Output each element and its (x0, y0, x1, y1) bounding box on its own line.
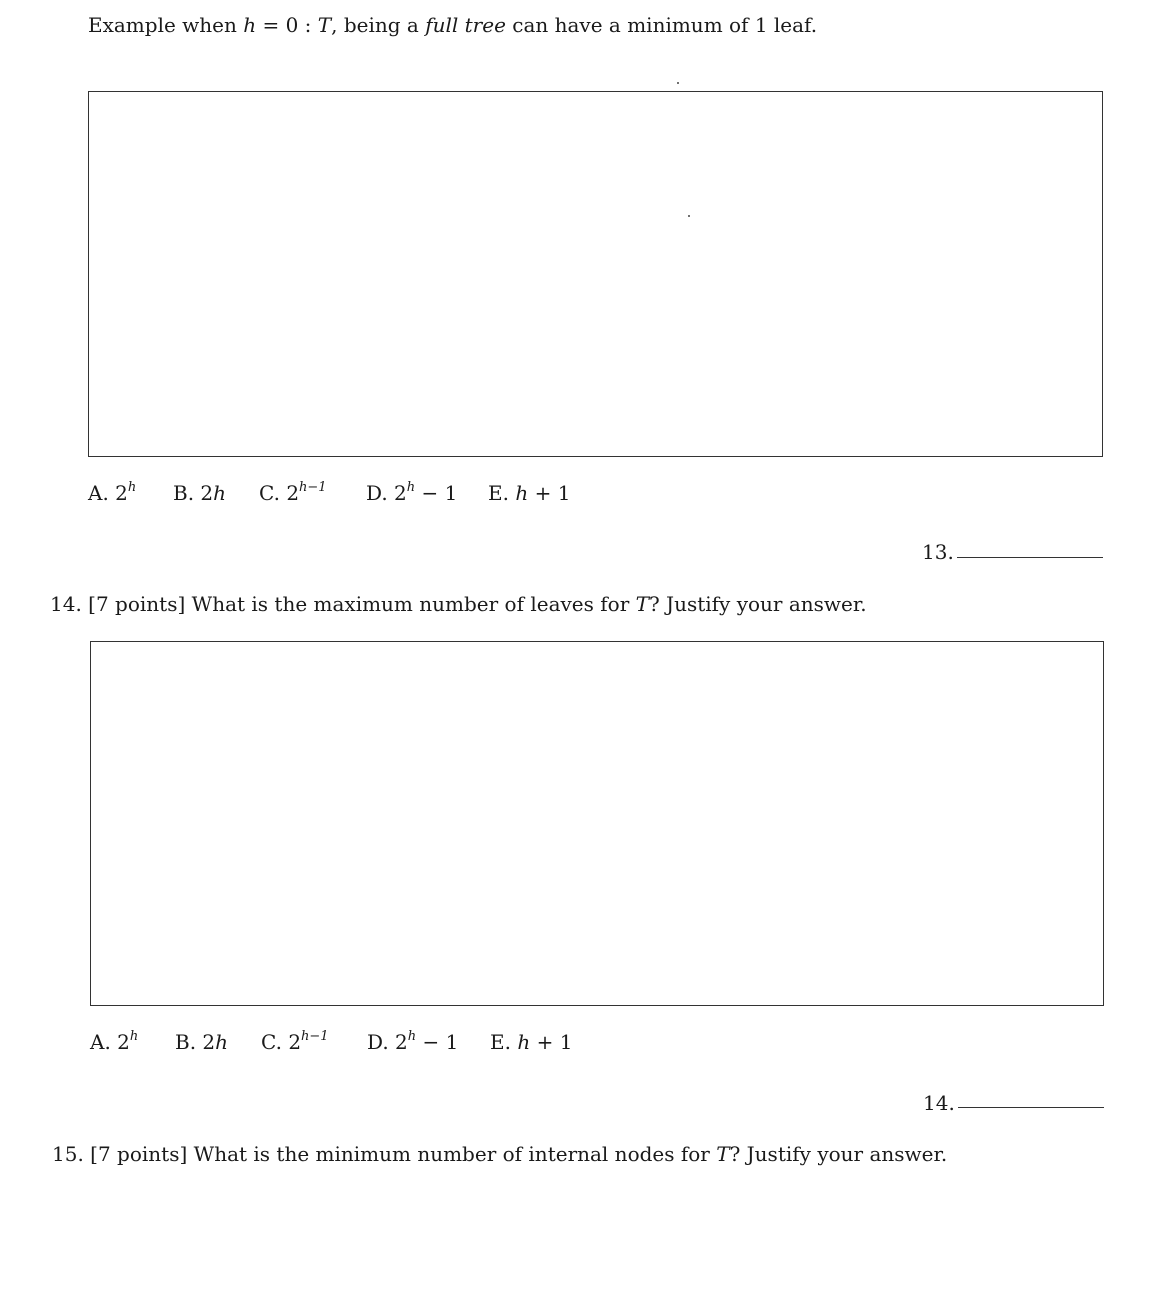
q13-answer-box[interactable] (88, 91, 1103, 457)
q13-answer-label: 13. (922, 540, 954, 564)
choice-rest: − 1 (415, 481, 458, 505)
choice-letter: E. (488, 481, 509, 505)
q14-question (50, 594, 867, 614)
q15-points: [7 points] (90, 1142, 188, 1166)
q14-choice-c[interactable] (261, 1029, 329, 1054)
q14-var-T: T (635, 592, 649, 616)
choice-var: h (517, 1030, 531, 1054)
q15-text-before: What is the minimum number of internal nodes for (187, 1142, 717, 1166)
choice-exponent: h (129, 1029, 139, 1044)
choice-rest: + 1 (528, 481, 571, 505)
q13-choice-a[interactable] (88, 480, 137, 505)
choice-exponent: h (407, 1029, 417, 1044)
scan-speck (677, 82, 679, 84)
intro-text-2: , being a (331, 13, 426, 37)
choice-letter: B. (173, 481, 195, 505)
q14-answer-label: 14. (923, 1091, 955, 1115)
q14-choice-b[interactable] (175, 1032, 228, 1052)
q15-question (52, 1144, 947, 1164)
choice-letter: D. (367, 1030, 389, 1054)
choice-letter: B. (175, 1030, 197, 1054)
choice-exponent: h−1 (299, 480, 327, 495)
choice-rest: + 1 (530, 1030, 573, 1054)
q13-answer-blank[interactable] (957, 557, 1103, 558)
choice-var: h (515, 481, 529, 505)
choice-letter: E. (490, 1030, 511, 1054)
q14-choice-e[interactable] (490, 1032, 572, 1052)
choice-letter: D. (366, 481, 388, 505)
q15-var-T: T (716, 1142, 730, 1166)
q14-answer-box[interactable] (90, 641, 1104, 1006)
choice-base: 2 (288, 1030, 302, 1054)
q15-number: 15. (52, 1142, 84, 1166)
choice-base: 2 (202, 1030, 216, 1054)
choice-base: 2 (395, 1030, 408, 1054)
q14-choice-a[interactable] (90, 1029, 139, 1054)
q13-choice-e[interactable] (488, 483, 570, 503)
choice-letter: A. (90, 1030, 111, 1054)
q14-answer-blank[interactable] (958, 1107, 1104, 1108)
choice-base: 2 (286, 481, 300, 505)
intro-line (88, 15, 817, 35)
q14-choices (90, 1029, 610, 1056)
choice-base: 2 (200, 481, 214, 505)
q13-choice-c[interactable] (259, 480, 327, 505)
choice-letter: A. (88, 481, 109, 505)
q14-choice-d[interactable] (367, 1029, 459, 1054)
intro-text-1: Example when (88, 13, 244, 37)
choice-var: h (215, 1030, 229, 1054)
intro-var-T: T (317, 13, 332, 37)
q13-choice-b[interactable] (173, 483, 226, 503)
q13-choices (88, 480, 608, 507)
scan-speck (688, 215, 690, 217)
choice-exponent: h (406, 480, 416, 495)
choice-rest: − 1 (416, 1030, 459, 1054)
q14-text-before: What is the maximum number of leaves for (185, 592, 636, 616)
choice-var: h (213, 481, 227, 505)
intro-full-tree: full tree (425, 13, 506, 37)
choice-base: 2 (117, 1030, 130, 1054)
intro-text-3: can have a minimum of 1 leaf. (505, 13, 818, 37)
choice-letter: C. (259, 481, 280, 505)
choice-base: 2 (394, 481, 407, 505)
q13-choice-d[interactable] (366, 480, 458, 505)
intro-var-h: h (243, 13, 257, 37)
choice-exponent: h−1 (301, 1029, 329, 1044)
choice-base: 2 (115, 481, 128, 505)
choice-letter: C. (261, 1030, 282, 1054)
q15-text-after: ? Justify your answer. (729, 1142, 948, 1166)
q14-number: 14. (50, 592, 82, 616)
choice-exponent: h (127, 480, 137, 495)
intro-eq: = 0 : (256, 13, 318, 37)
q14-text-after: ? Justify your answer. (648, 592, 867, 616)
q14-points: [7 points] (88, 592, 186, 616)
